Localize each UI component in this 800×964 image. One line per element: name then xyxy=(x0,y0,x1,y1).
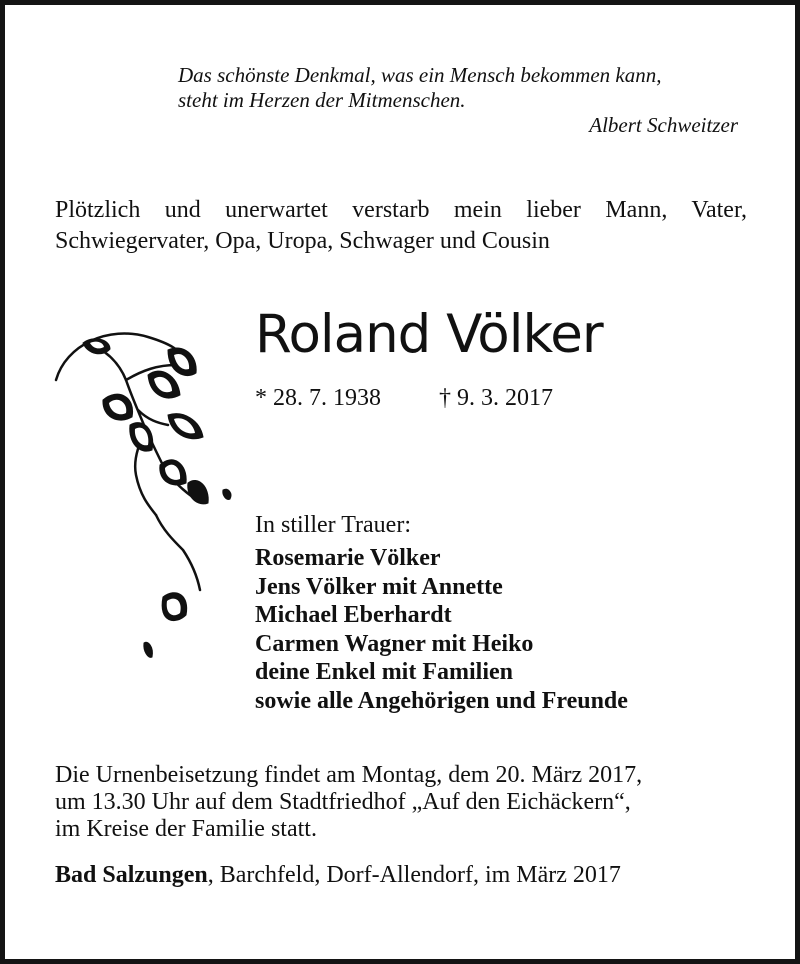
mourner-name: Carmen Wagner mit Heiko xyxy=(255,630,534,657)
quote-block xyxy=(178,63,748,138)
mourner-name: sowie alle Angehörigen und Freunde xyxy=(255,687,628,714)
ceremony-text xyxy=(55,762,755,843)
death-date: † 9. 3. 2017 xyxy=(439,385,553,411)
mourner-name: Michael Eberhardt xyxy=(255,602,452,628)
mourner-name: Jens Völker mit Annette xyxy=(255,573,503,600)
life-dates xyxy=(255,383,553,413)
mourner-name: Rosemarie Völker xyxy=(255,545,441,571)
intro-text: Plötzlich und unerwartet verstarb mein lieber Mann, Vater, Schwiegervater, Opa, Uropa, Schwager und Cousin xyxy=(55,197,747,254)
birth-date: * 28. 7. 1938 xyxy=(255,385,381,411)
quote-author: Albert Schweitzer xyxy=(589,113,738,137)
ceremony-line: im Kreise der Familie statt. xyxy=(55,816,317,842)
mourners-list xyxy=(255,544,628,715)
deceased-name: Roland Völker xyxy=(255,304,603,365)
closing-rest: , Barchfeld, Dorf-Allendorf, im März 2017 xyxy=(207,862,621,888)
closing-city: Bad Salzungen xyxy=(55,862,208,888)
ceremony-line: Die Urnenbeisetzung findet am Montag, dem 20. März 2017, xyxy=(55,762,643,788)
birch-branch-icon xyxy=(48,325,248,670)
quote-line: steht im Herzen der Mitmenschen. xyxy=(178,88,466,112)
mourning-label: In stiller Trauer: xyxy=(255,512,411,538)
mourner-name: deine Enkel mit Familien xyxy=(255,659,513,685)
ceremony-line: um 13.30 Uhr auf dem Stadtfriedhof „Auf den Eichäckern“, xyxy=(55,789,631,815)
quote-line: Das schönste Denkmal, was ein Mensch bekommen kann, xyxy=(178,63,662,87)
closing-line xyxy=(55,860,621,890)
